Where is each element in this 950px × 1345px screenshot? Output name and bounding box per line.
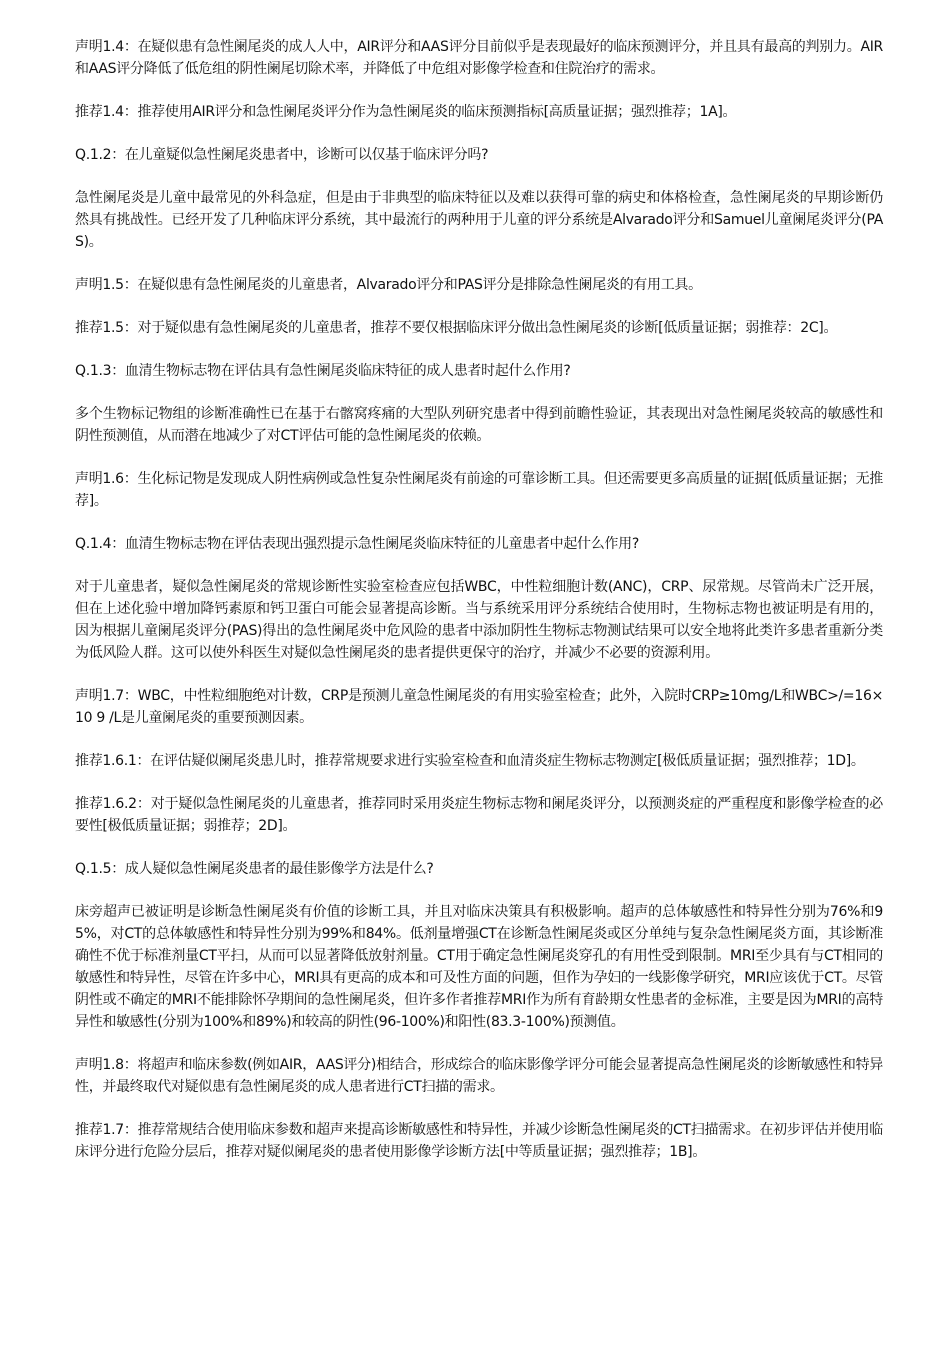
recommendation-1-6-2: 推荐1.6.2：对于疑似急性阑尾炎的儿童患者，推荐同时采用炎症生物标志物和阑尾炎评分，以预测炎症的严重程度和影像学检查的必要性[极低质量证据；弱推荐；2D]。 [75, 796, 883, 834]
statement-1-4: 声明1.4：在疑似患有急性阑尾炎的成人人中，AIR评分和AAS评分目前似乎是表现最好的临床预测评分，并且具有最高的判别力。AIR和AAS评分降低了低危组的阴性阑尾切除术率，并降低了中危组对影像学检查和住院治疗的需求。 [75, 39, 883, 77]
question-1-2: Q.1.2：在儿童疑似急性阑尾炎患者中，诊断可以仅基于临床评分吗? [75, 147, 489, 163]
body-paragraph-biomarkers-adults: 多个生物标记物组的诊断准确性已在基于右髂窝疼痛的大型队列研究患者中得到前瞻性验证，其表现出对急性阑尾炎较高的敏感性和阴性预测值，从而潜在地减少了对CT评估可能的急性阑尾炎的依赖。 [75, 406, 883, 444]
statement-1-8: 声明1.8：将超声和临床参数(例如AIR，AAS评分)相结合，形成综合的临床影像学评分可能会显著提高急性阑尾炎的诊断敏感性和特异性，并最终取代对疑似患有急性阑尾炎的成人患者进行CT扫描的需求。 [75, 1057, 883, 1095]
body-paragraph-imaging: 床旁超声已被证明是诊断急性阑尾炎有价值的诊断工具，并且对临床决策具有积极影响。超声的总体敏感性和特异性分别为76%和95%，对CT的总体敏感性和特异性分别为99%和84%。低剂量增强CT在诊断急性阑尾炎或区分单纯与复杂急性阑尾炎方面，其诊断准确性不优于标准剂量CT平扫，从而可以显著降低放射剂量。CT用于确定急性阑尾炎穿孔的有用性受到限制。MRI至少具有与CT相同的敏感性和特异性，尽管在许多中心，MRI具有更高的成本和可及性方面的问题，但作为孕妇的一线影像学研究，MRI应该优于CT。尽管阴性或不确定的MRI不能排除怀孕期间的急性阑尾炎，但许多作者推荐MRI作为所有育龄期女性患者的金标准，主要是因为MRI的高特异性和敏感性(分别为100%和89%)和较高的阴性(96-100%)和阳性(83.3-100%)预测值。 [75, 904, 883, 1030]
recommendation-1-5: 推荐1.5：对于疑似患有急性阑尾炎的儿童患者，推荐不要仅根据临床评分做出急性阑尾炎的诊断[低质量证据；弱推荐：2C]。 [75, 320, 838, 336]
statement-1-5: 声明1.5：在疑似患有急性阑尾炎的儿童患者，Alvarado评分和PAS评分是排除急性阑尾炎的有用工具。 [75, 277, 702, 293]
body-paragraph-biomarkers-children: 对于儿童患者，疑似急性阑尾炎的常规诊断性实验室检查应包括WBC，中性粒细胞计数(ANC)，CRP、尿常规。尽管尚未广泛开展，但在上述化验中增加降钙素原和钙卫蛋白可能会显著提高诊断。当与系统采用评分系统结合使用时，生物标志物也被证明是有用的，因为根据儿童阑尾炎评分(PAS)得出的急性阑尾炎中危风险的患者中添加阴性生物标志物测试结果可以安全地将此类许多患者重新分类为低风险人群。这可以使外科医生对疑似急性阑尾炎的患者提供更保守的治疗，并减少不必要的资源利用。 [75, 579, 883, 661]
statement-1-7: 声明1.7：WBC，中性粒细胞绝对计数，CRP是预测儿童急性阑尾炎的有用实验室检查；此外，入院时CRP≥10mg/L和WBC>/=16×10 9 /L是儿童阑尾炎的重要预测因素。 [75, 688, 883, 726]
question-1-3: Q.1.3：血清生物标志物在评估具有急性阑尾炎临床特征的成人患者时起什么作用? [75, 363, 571, 379]
recommendation-1-7: 推荐1.7：推荐常规结合使用临床参数和超声来提高诊断敏感性和特异性，并减少诊断急性阑尾炎的CT扫描需求。在初步评估并使用临床评分进行危险分层后，推荐对疑似阑尾炎的患者使用影像学诊断方法[中等质量证据；强烈推荐；1B]。 [75, 1122, 883, 1160]
recommendation-1-6-1: 推荐1.6.1：在评估疑似阑尾炎患儿时，推荐常规要求进行实验室检查和血清炎症生物标志物测定[极低质量证据；强烈推荐；1D]。 [75, 753, 865, 769]
question-1-5: Q.1.5：成人疑似急性阑尾炎患者的最佳影像学方法是什么? [75, 861, 434, 877]
document-body [75, 36, 883, 1184]
recommendation-1-4: 推荐1.4：推荐使用AIR评分和急性阑尾炎评分作为急性阑尾炎的临床预测指标[高质量证据；强烈推荐；1A]。 [75, 104, 737, 120]
question-1-4: Q.1.4：血清生物标志物在评估表现出强烈提示急性阑尾炎临床特征的儿童患者中起什么作用? [75, 536, 639, 552]
statement-1-6: 声明1.6：生化标记物是发现成人阴性病例或急性复杂性阑尾炎有前途的可靠诊断工具。但还需要更多高质量的证据[低质量证据；无推荐]。 [75, 471, 883, 509]
body-paragraph-children-appendicitis: 急性阑尾炎是儿童中最常见的外科急症，但是由于非典型的临床特征以及难以获得可靠的病史和体格检查，急性阑尾炎的早期诊断仍然具有挑战性。已经开发了几种临床评分系统，其中最流行的两种用于儿童的评分系统是Alvarado评分和Samuel儿童阑尾炎评分(PAS)。 [75, 190, 883, 250]
